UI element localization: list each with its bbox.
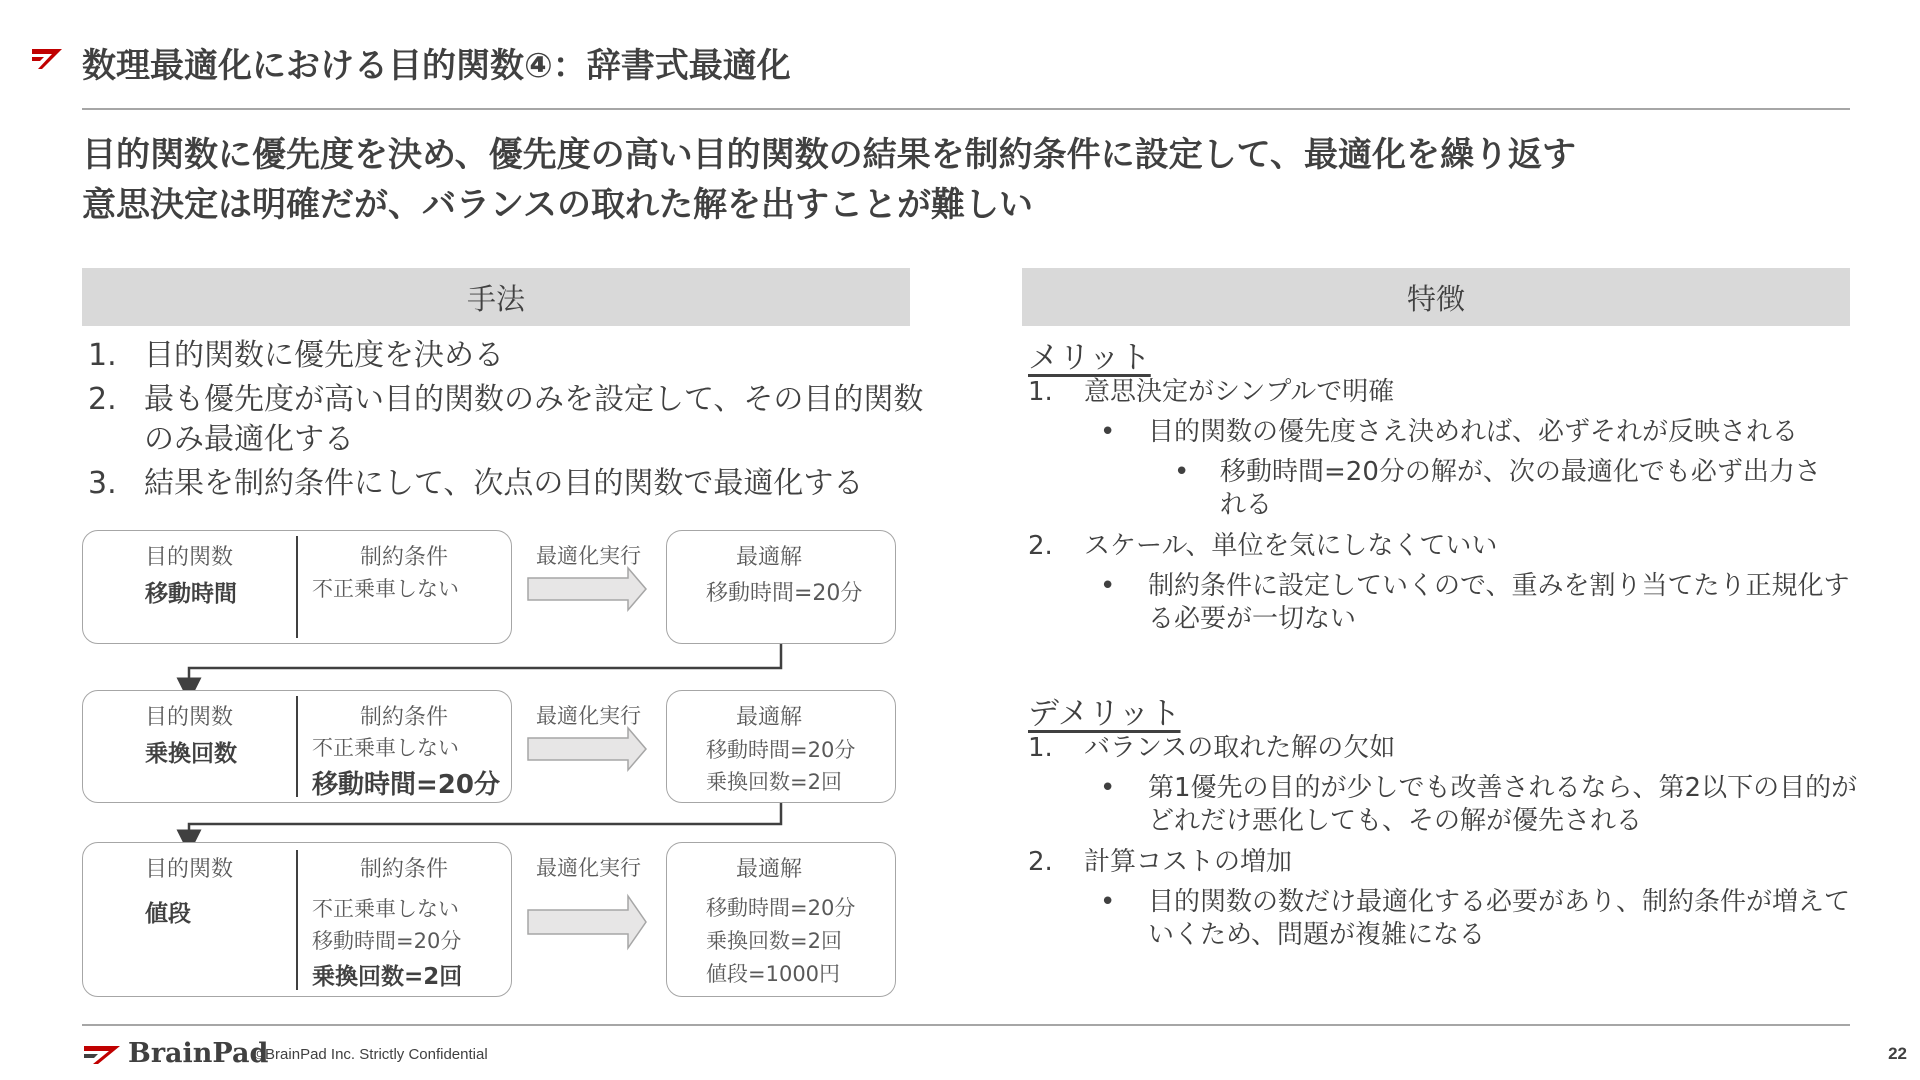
features-header: 特徴 [1022,268,1850,326]
constraint-item: 不正乗車しない [312,897,459,921]
bullet-text: 目的関数の数だけ最適化する必要があり、制約条件が増えていくため、問題が複雑になる [1148,887,1851,950]
exec-label: 最適化実行 [536,544,641,568]
step-item [88,380,928,460]
exec-arrow [528,896,646,948]
method-header: 手法 [82,268,910,326]
item-number: 2. [1028,847,1053,877]
slide-title: 数理最適化における目的関数④：辞書式最適化 [82,46,791,86]
objective-label: 目的関数 [145,857,234,882]
new-constraint: 乗換回数=2回 [312,964,463,990]
constraint-label: 制約条件 [360,545,449,570]
item-number: 1. [1028,377,1053,407]
step-text: 結果を制約条件にして、次点の目的関数で最適化する [144,466,864,501]
objective-name: 移動時間 [145,581,237,607]
new-constraint: 移動時間=20分 [312,770,500,800]
box-divider [296,696,298,797]
lead-line-2: 意思決定は明確だが、バランスの取れた解を出すことが難しい [82,185,1033,225]
exec-label: 最適化実行 [536,856,641,880]
bullet-icon: • [1100,887,1116,917]
brand-mark-icon [30,45,64,73]
connector-2-to-3 [189,803,781,842]
solution-item: 移動時間=20分 [706,581,863,606]
objective-name: 値段 [145,901,191,927]
item-text: バランスの取れた解の欠如 [1084,733,1396,763]
objective-name: 乗換回数 [145,741,237,767]
bullet-icon: • [1100,571,1116,601]
solution-label: 最適解 [736,857,803,882]
objective-label: 目的関数 [145,705,234,730]
exec-arrow [528,568,646,610]
step-number: 2. [88,382,117,417]
method-steps [88,336,928,508]
objective-label: 目的関数 [145,545,234,570]
bullet-icon: • [1174,457,1190,487]
solution-item: 乗換回数=2回 [706,770,842,794]
solution-label: 最適解 [736,545,803,570]
exec-arrow [528,728,646,770]
footer-brand: BrainPad [128,1037,269,1069]
constraint-label: 制約条件 [360,705,449,730]
title-divider [82,108,1850,110]
item-number: 2. [1028,531,1053,561]
step-text: 目的関数に優先度を決める [144,338,504,373]
bullet-text: 制約条件に設定していくので、重みを割り当てたり正規化する必要が一切ない [1148,571,1850,634]
lead-message [82,130,1576,230]
footer-copyright: ©BrainPad Inc. Strictly Confidential [254,1046,488,1063]
solution-item: 移動時間=20分 [706,738,856,762]
step-item [88,464,928,504]
connector-1-to-2 [189,644,781,690]
lead-line-1: 目的関数に優先度を決め、優先度の高い目的関数の結果を制約条件に設定して、最適化を繰り返す [82,135,1576,175]
item-text: スケール、単位を気にしなくていい [1084,531,1498,561]
constraint-item: 移動時間=20分 [312,929,462,953]
constraint-item: 不正乗車しない [312,736,459,760]
page-number: 22 [1888,1044,1907,1063]
step-number: 1. [88,338,117,373]
brand-mark-icon [82,1040,122,1066]
solution-item: 値段=1000円 [706,962,841,986]
footer-logo [82,1038,268,1068]
solution-label: 最適解 [736,705,803,730]
step-text: 最も優先度が高い目的関数のみを設定して、その目的関数のみ最適化する [144,382,924,457]
box-divider [296,850,298,990]
bullet-icon: • [1100,773,1116,803]
demerit-title: デメリット [1028,696,1181,732]
bullet-icon: • [1100,417,1116,447]
constraint-item: 不正乗車しない [312,577,459,601]
constraint-label: 制約条件 [360,857,449,882]
item-text: 計算コストの増加 [1084,847,1293,877]
bullet-text: 第1優先の目的が少しでも改善されるなら、第2以下の目的がどれだけ悪化しても、その解が優先される [1148,773,1858,836]
step-item [88,336,928,376]
step-number: 3. [88,466,117,501]
merit-title: メリット [1028,340,1151,376]
exec-label: 最適化実行 [536,704,641,728]
bullet-text: 目的関数の優先度さえ決めれば、必ずそれが反映される [1148,417,1799,447]
item-number: 1. [1028,733,1053,763]
sub-bullet-text: 移動時間=20分の解が、次の最適化でも必ず出力される [1220,457,1821,520]
box-divider [296,536,298,638]
item-text: 意思決定がシンプルで明確 [1084,377,1395,407]
solution-item: 乗換回数=2回 [706,929,842,953]
footer-divider [82,1024,1850,1026]
solution-item: 移動時間=20分 [706,896,856,920]
